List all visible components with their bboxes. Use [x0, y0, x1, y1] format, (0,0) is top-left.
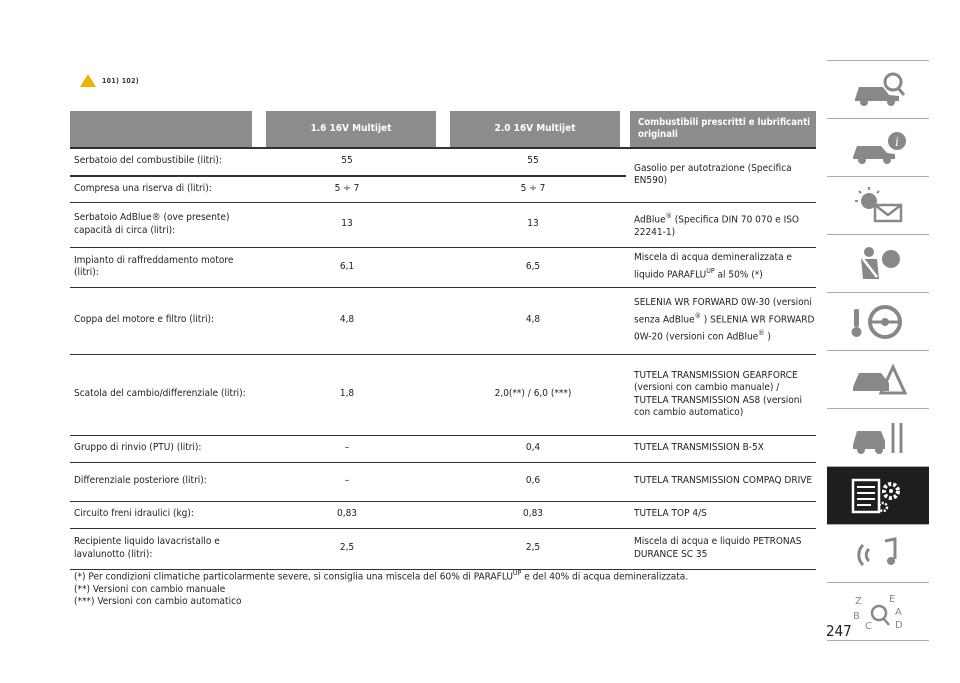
warning-callout: [80, 74, 139, 87]
table-row: Circuito freni idraulici (kg): 0,83 0,83 TUTELA TOP 4/S: [70, 502, 816, 529]
fluids-capacity-table: [70, 111, 816, 570]
technical-data-icon: [849, 477, 907, 515]
table-row: Coppa del motore e filtro (litri): 4,8 4,8 SELENIA WR FORWARD 0W-30 (versioni senza AdBlue® ) SELENIA WR FORWARD 0W-20 (versioni con AdBlue® ): [70, 288, 816, 355]
header-fluids: Combustibili prescritti e lubrificanti originali: [630, 111, 816, 147]
page-number: 247: [826, 622, 852, 640]
header-engine-2-0: 2.0 16V Multijet: [450, 111, 620, 147]
multimedia-icon: [849, 535, 907, 573]
car-search-icon: [849, 71, 907, 109]
chapter-tabs: [827, 60, 929, 641]
footnote-3: (***) Versioni con cambio automatico: [74, 596, 242, 608]
tab-starting-driving[interactable]: [827, 293, 929, 351]
footnotes: [74, 567, 688, 609]
svg-text:A: A: [895, 607, 902, 618]
table-row: Compresa una riserva di (litri): 5 ÷ 7 5 ÷ 7: [70, 176, 626, 202]
table-row: Impianto di raffreddamento motore (litri): 6,1 6,5 Miscela di acqua demineralizzata e liquido $PARAFLU^{UP}$ al 50% (*): [70, 248, 816, 288]
svg-text:C: C: [865, 621, 872, 631]
table-row: Serbatoio del combustibile (litri): 55 55: [70, 149, 626, 176]
tab-car-search[interactable]: [827, 60, 929, 119]
fuel-spec: Gasolio per autotrazione (Specifica EN590): [634, 162, 792, 186]
alphabetical-index-icon: [849, 593, 907, 631]
header-empty: [70, 111, 252, 147]
table-row: Scatola del cambio/differenziale (litri): 1,8 2,0(**) / 6,0 (***) TUTELA TRANSMISSION GEARFORCE (versioni con cambio manuale) / TUTELA TRANSMISSION AS8 (versioni con cambio automatico): [70, 355, 816, 436]
tab-technical-data[interactable]: [827, 467, 929, 525]
svg-text:Z: Z: [855, 596, 862, 607]
tab-airbag-seatbelt[interactable]: [827, 235, 929, 293]
footnote-2: (**) Versioni con cambio manuale: [74, 583, 226, 595]
table-row: Differenziale posteriore (litri): – 0,6 TUTELA TRANSMISSION COMPAQ DRIVE: [70, 463, 816, 502]
svg-text:E: E: [889, 594, 896, 605]
fuel-group: [70, 149, 816, 203]
warning-references: 101) 102): [102, 76, 139, 85]
car-service-tools-icon: [849, 419, 907, 457]
car-hazard-icon: [849, 361, 907, 399]
footnote-1: (*) Per condizioni climatiche particolarmente severe, si consiglia una miscela del 60% di $PARAFLU^{UP}$ e del 40% di acqua demineralizzata.: [74, 569, 689, 583]
tab-multimedia[interactable]: [827, 525, 929, 583]
svg-text:D: D: [895, 620, 903, 631]
table-header: [70, 111, 816, 147]
airbag-seatbelt-icon: [849, 245, 907, 283]
warning-triangle-icon: [80, 74, 96, 87]
tab-emergency[interactable]: [827, 351, 929, 409]
tab-warning-lights[interactable]: [827, 177, 929, 235]
svg-text:i: i: [895, 135, 899, 149]
table-row: Serbatoio AdBlue® (ove presente) capacità di circa (litri): 13 13 AdBlue® (Specifica DIN 70 070 e ISO 22241-1): [70, 203, 816, 248]
car-info-icon: [849, 129, 907, 167]
key-steering-wheel-icon: [849, 303, 907, 341]
table-row: Gruppo di rinvio (PTU) (litri): – 0,4 TUTELA TRANSMISSION B-5X: [70, 436, 816, 463]
tab-maintenance[interactable]: [827, 409, 929, 467]
table-row: Recipiente liquido lavacristallo e lavalunotto (litri): 2,5 2,5 Miscela di acqua e liquido PETRONAS DURANCE SC 35: [74, 536, 802, 560]
header-engine-1-6: 1.6 16V Multijet: [266, 111, 436, 147]
warning-light-message-icon: [849, 187, 907, 225]
tab-car-info[interactable]: [827, 119, 929, 177]
tab-index[interactable]: [827, 583, 929, 641]
svg-text:B: B: [853, 611, 860, 622]
